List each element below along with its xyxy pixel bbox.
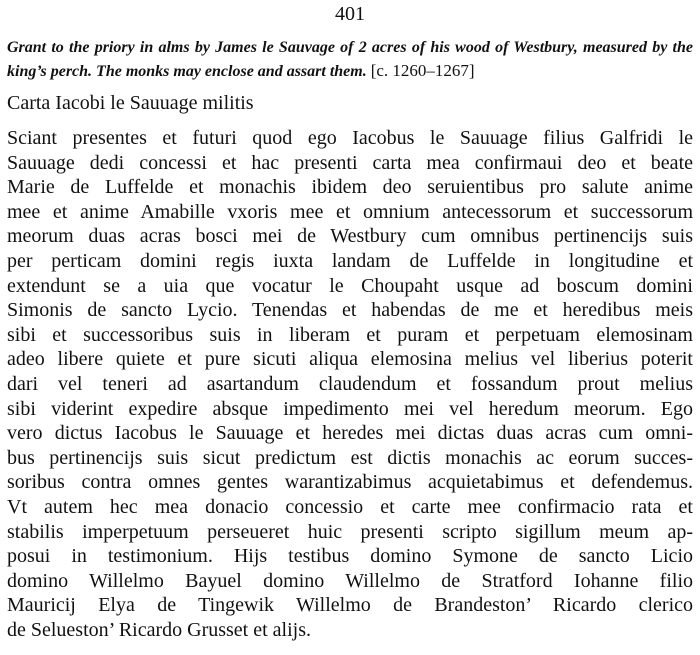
charter-line: extendunt se a uia que vocatur le Choupaht usque ad boscum domini xyxy=(7,274,693,297)
charter-line: sibi et successoribus suis in liberam et puram et perpetuam elemosinam xyxy=(7,323,693,346)
charter-line: meorum duas acras bosci mei de Westbury cum omnibus pertinencijs suis xyxy=(7,225,693,248)
charter-line: posui in testimonium. Hijs testibus domino Symone de sancto Licio xyxy=(7,545,693,568)
charter-line: Sauuage dedi concessi et hac presenti carta mea confirmaui deo et beate xyxy=(7,151,693,174)
charter-line: per perticam domini regis iuxta landam de Luffelde in longitudine et xyxy=(7,249,693,272)
charter-line: soribus contra omnes gentes warantizabimus acquietabimus et defendemus. xyxy=(7,471,693,494)
charter-line: Vt autem hec mea donacio concessio et carte mee confirmacio rata et xyxy=(7,495,693,518)
page-number: 401 xyxy=(335,3,365,25)
charter-line: bus pertinencijs suis sicut predictum est dictis monachis ac eorum succes- xyxy=(7,446,693,469)
charter-line: dari vel teneri ad asartandum claudendum et fossandum prout melius xyxy=(7,372,693,395)
charter-line: stabilis imperpetuum perseueret huic presenti scripto sigillum meum ap- xyxy=(7,520,693,543)
charter-line: Marie de Luffelde et monachis ibidem deo seruientibus pro salute anime xyxy=(7,176,693,199)
charter-line: mee et anime Amabille vxoris mee et omnium antecessorum et successorum xyxy=(7,200,693,223)
charter-line: Sciant presentes et futuri quod ego Iacobus le Sauuage filius Galfridi le xyxy=(7,127,693,149)
charter-headnote xyxy=(7,36,693,83)
charter-line: de Selueston’ Ricardo Grusset et alijs. xyxy=(7,618,312,641)
charter-line: Simonis de sancto Lycio. Tenendas et habendas de me et heredibus meis xyxy=(7,299,693,322)
charter-line: Mauricij Elya de Tingewik Willelmo de Brandeston’ Ricardo clerico xyxy=(7,594,693,617)
charter-line: sibi viderint expedire absque impedimento mei vel heredum meorum. Ego xyxy=(7,397,693,420)
headnote-summary: Grant to the priory in alms by James le Sauvage of 2 acres of his wood of Westbury, measured by the king’s perch. The monks may enclose and assart them. xyxy=(7,39,693,80)
charter-line: domino Willelmo Bayuel domino Willelmo de Stratford Iohanne filio xyxy=(7,569,693,592)
headnote-date: [c. 1260–1267] xyxy=(370,61,475,80)
charter-line: adeo libere quiete et pure sicuti aliqua elemosina melius vel liberius poterit xyxy=(7,348,693,371)
charter-line: vero dictus Iacobus le Sauuage et heredes mei dictas duas acras cum omni- xyxy=(7,422,693,445)
charter-title: Carta Iacobi le Sauuage militis xyxy=(7,92,254,114)
charter-text xyxy=(7,126,693,642)
